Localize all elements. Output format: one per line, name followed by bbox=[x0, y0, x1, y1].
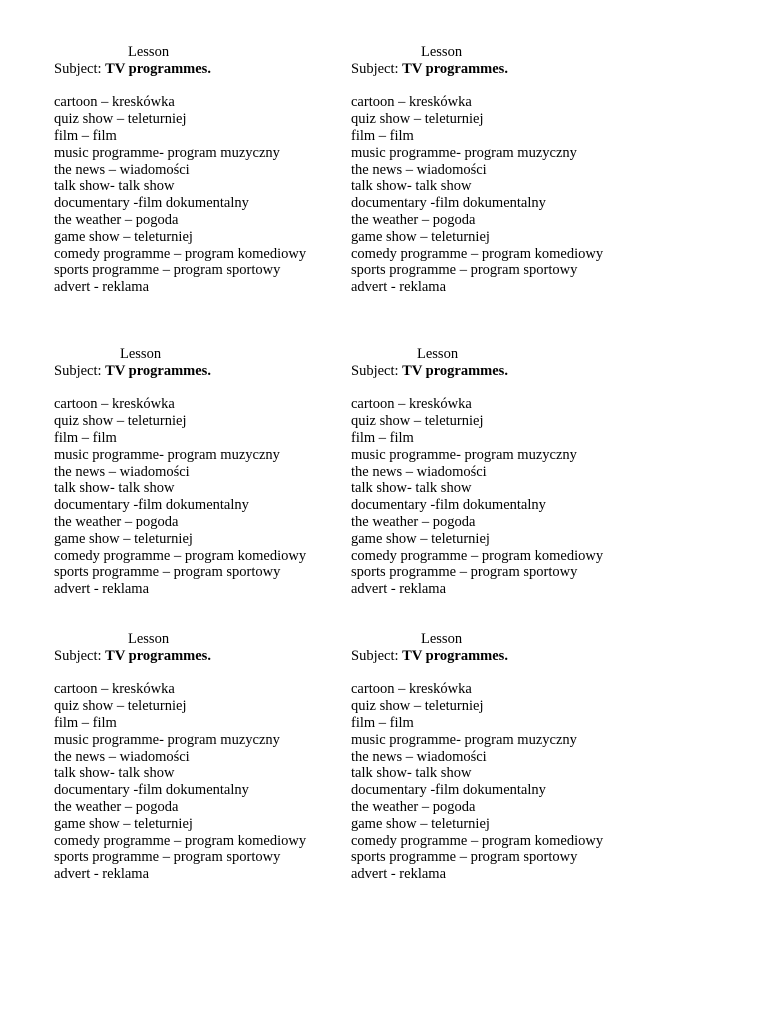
vocab-item: advert - reklama bbox=[54, 866, 150, 883]
vocab-item: the news – wiadomości bbox=[351, 748, 487, 765]
vocab-item: advert - reklama bbox=[54, 581, 150, 598]
vocab-item: talk show- talk show bbox=[351, 480, 472, 497]
vocab-item: sports programme – program sportowy bbox=[351, 564, 578, 581]
vocab-item: talk show- talk show bbox=[54, 178, 175, 195]
vocab-item: comedy programme – program komediowy bbox=[351, 547, 604, 564]
subject-label: Subject: bbox=[351, 647, 399, 664]
vocab-item: advert - reklama bbox=[54, 279, 150, 296]
vocab-item: sports programme – program sportowy bbox=[351, 849, 578, 866]
vocab-item: quiz show – teleturniej bbox=[351, 111, 484, 128]
vocab-item: music programme- program muzyczny bbox=[351, 731, 577, 748]
vocab-item: music programme- program muzyczny bbox=[351, 446, 577, 463]
lesson-card bbox=[54, 631, 344, 883]
subject-value: TV programmes. bbox=[402, 647, 508, 664]
vocab-item: comedy programme – program komediowy bbox=[54, 547, 307, 564]
vocab-list bbox=[351, 396, 641, 598]
vocab-item: the news – wiadomości bbox=[54, 748, 190, 765]
vocab-item: comedy programme – program komediowy bbox=[351, 245, 604, 262]
vocab-item: quiz show – teleturniej bbox=[351, 698, 484, 715]
vocab-item: film – film bbox=[54, 714, 117, 731]
vocab-item: quiz show – teleturniej bbox=[54, 413, 187, 430]
vocab-item: cartoon – kreskówka bbox=[351, 94, 472, 111]
vocab-item: film – film bbox=[54, 429, 117, 446]
vocab-item: game show – teleturniej bbox=[351, 815, 490, 832]
subject-line bbox=[54, 648, 344, 665]
vocab-item: comedy programme – program komediowy bbox=[54, 832, 307, 849]
vocab-item: music programme- program muzyczny bbox=[54, 446, 280, 463]
vocab-item: the weather – pogoda bbox=[351, 798, 476, 815]
subject-line bbox=[54, 363, 344, 380]
vocab-item: film – film bbox=[351, 429, 414, 446]
spacer bbox=[54, 380, 344, 397]
subject-label: Subject: bbox=[351, 362, 399, 379]
vocab-item: talk show- talk show bbox=[54, 765, 175, 782]
vocab-item: game show – teleturniej bbox=[54, 530, 193, 547]
vocab-item: the weather – pogoda bbox=[351, 211, 476, 228]
lesson-title: Lesson bbox=[421, 44, 463, 60]
vocab-item: cartoon – kreskówka bbox=[54, 94, 175, 111]
vocab-item: the weather – pogoda bbox=[54, 513, 179, 530]
vocab-list bbox=[54, 94, 344, 296]
spacer bbox=[351, 380, 641, 397]
subject-label: Subject: bbox=[351, 60, 399, 77]
subject-value: TV programmes. bbox=[402, 60, 508, 77]
vocab-item: cartoon – kreskówka bbox=[351, 681, 472, 698]
vocab-item: comedy programme – program komediowy bbox=[54, 245, 307, 262]
lesson-title: Lesson bbox=[417, 346, 459, 362]
spacer bbox=[54, 78, 344, 95]
vocab-item: sports programme – program sportowy bbox=[54, 849, 281, 866]
spacer bbox=[351, 78, 641, 95]
vocab-list bbox=[54, 396, 344, 598]
vocab-item: cartoon – kreskówka bbox=[54, 396, 175, 413]
vocab-item: documentary -film dokumentalny bbox=[54, 782, 249, 799]
lesson-title: Lesson bbox=[128, 631, 170, 647]
vocab-item: the news – wiadomości bbox=[54, 463, 190, 480]
vocab-item: talk show- talk show bbox=[351, 765, 472, 782]
vocab-item: quiz show – teleturniej bbox=[351, 413, 484, 430]
subject-value: TV programmes. bbox=[402, 362, 508, 379]
vocab-item: game show – teleturniej bbox=[54, 228, 193, 245]
vocab-item: game show – teleturniej bbox=[351, 530, 490, 547]
lesson-card bbox=[54, 44, 344, 296]
vocab-item: documentary -film dokumentalny bbox=[54, 195, 249, 212]
lesson-card bbox=[54, 346, 344, 598]
vocab-item: quiz show – teleturniej bbox=[54, 698, 187, 715]
subject-label: Subject: bbox=[54, 60, 102, 77]
vocab-item: documentary -film dokumentalny bbox=[351, 195, 546, 212]
vocab-list bbox=[351, 94, 641, 296]
vocab-item: film – film bbox=[54, 127, 117, 144]
vocab-item: quiz show – teleturniej bbox=[54, 111, 187, 128]
vocab-item: game show – teleturniej bbox=[351, 228, 490, 245]
lesson-title: Lesson bbox=[120, 346, 162, 362]
vocab-item: game show – teleturniej bbox=[54, 815, 193, 832]
vocab-item: talk show- talk show bbox=[351, 178, 472, 195]
subject-value: TV programmes. bbox=[105, 60, 211, 77]
vocab-item: documentary -film dokumentalny bbox=[351, 782, 546, 799]
vocab-item: advert - reklama bbox=[351, 581, 447, 598]
vocab-item: cartoon – kreskówka bbox=[54, 681, 175, 698]
vocab-list bbox=[54, 681, 344, 883]
vocab-item: advert - reklama bbox=[351, 279, 447, 296]
vocab-item: the weather – pogoda bbox=[54, 211, 179, 228]
vocab-list bbox=[351, 681, 641, 883]
subject-label: Subject: bbox=[54, 362, 102, 379]
vocab-item: music programme- program muzyczny bbox=[54, 144, 280, 161]
lesson-card bbox=[351, 44, 641, 296]
vocab-item: film – film bbox=[351, 714, 414, 731]
vocab-item: the weather – pogoda bbox=[351, 513, 476, 530]
vocab-item: sports programme – program sportowy bbox=[54, 564, 281, 581]
subject-label: Subject: bbox=[54, 647, 102, 664]
lesson-card bbox=[351, 346, 641, 598]
vocab-item: the news – wiadomości bbox=[351, 161, 487, 178]
lesson-title: Lesson bbox=[128, 44, 170, 60]
subject-line bbox=[351, 363, 641, 380]
vocab-item: comedy programme – program komediowy bbox=[351, 832, 604, 849]
vocab-item: sports programme – program sportowy bbox=[351, 262, 578, 279]
vocab-item: documentary -film dokumentalny bbox=[54, 497, 249, 514]
spacer bbox=[54, 665, 344, 682]
vocab-item: documentary -film dokumentalny bbox=[351, 497, 546, 514]
lesson-title: Lesson bbox=[421, 631, 463, 647]
vocab-item: music programme- program muzyczny bbox=[351, 144, 577, 161]
subject-line bbox=[54, 61, 344, 78]
vocab-item: cartoon – kreskówka bbox=[351, 396, 472, 413]
spacer bbox=[351, 665, 641, 682]
vocab-item: the news – wiadomości bbox=[351, 463, 487, 480]
vocab-item: talk show- talk show bbox=[54, 480, 175, 497]
subject-line bbox=[351, 61, 641, 78]
vocab-item: advert - reklama bbox=[351, 866, 447, 883]
subject-value: TV programmes. bbox=[105, 362, 211, 379]
vocab-item: sports programme – program sportowy bbox=[54, 262, 281, 279]
vocab-item: music programme- program muzyczny bbox=[54, 731, 280, 748]
subject-line bbox=[351, 648, 641, 665]
vocab-item: film – film bbox=[351, 127, 414, 144]
vocab-item: the news – wiadomości bbox=[54, 161, 190, 178]
subject-value: TV programmes. bbox=[105, 647, 211, 664]
lesson-card bbox=[351, 631, 641, 883]
vocab-item: the weather – pogoda bbox=[54, 798, 179, 815]
